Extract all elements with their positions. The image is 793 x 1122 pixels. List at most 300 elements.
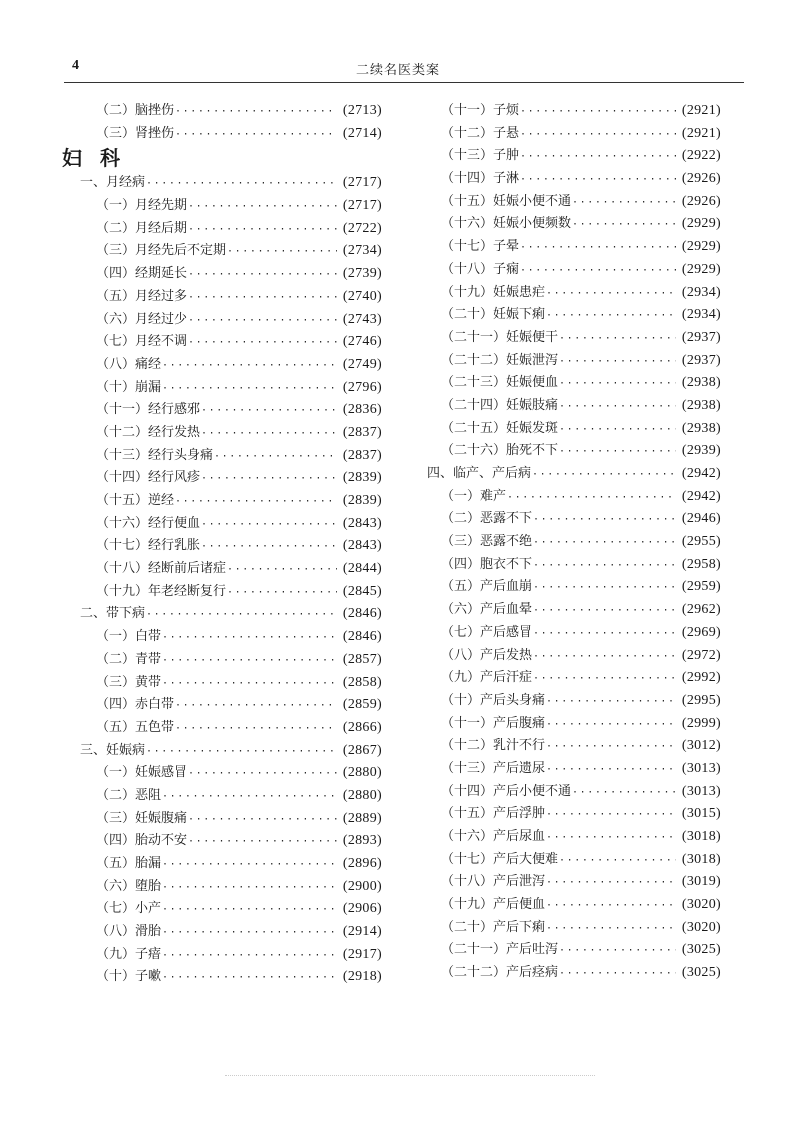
toc-entry[interactable] bbox=[425, 395, 721, 418]
toc-entry-label: （二十二）妊娠泄泻 bbox=[441, 352, 559, 368]
toc-entry[interactable] bbox=[66, 195, 382, 218]
dot-leader bbox=[162, 627, 337, 650]
toc-entry[interactable] bbox=[425, 100, 721, 123]
dot-leader bbox=[520, 237, 676, 260]
toc-entry-label: （二十）妊娠下痢 bbox=[441, 307, 546, 323]
toc-entry-page: (2962) bbox=[681, 602, 721, 618]
toc-entry-label: （二十六）胎死不下 bbox=[441, 443, 559, 459]
toc-entry[interactable] bbox=[66, 898, 382, 921]
toc-entry[interactable] bbox=[66, 331, 382, 354]
toc-entry-page: (2958) bbox=[681, 556, 721, 572]
toc-entry-page: (2880) bbox=[342, 765, 382, 781]
toc-entry-label: （一）难产 bbox=[441, 488, 507, 504]
toc-entry-page: (2918) bbox=[342, 969, 382, 985]
toc-entry-label: （二）月经后期 bbox=[96, 220, 188, 236]
toc-entry-page: (3025) bbox=[681, 942, 721, 958]
toc-entry-page: (2995) bbox=[681, 692, 721, 708]
dot-leader bbox=[175, 101, 337, 124]
toc-entry-page: (2959) bbox=[681, 579, 721, 595]
toc-entry-label: （十五）产后浮肿 bbox=[441, 806, 546, 822]
dot-leader bbox=[188, 287, 337, 310]
toc-entry[interactable] bbox=[425, 758, 721, 781]
toc-entry-label: （二十四）妊娠肢痛 bbox=[441, 397, 559, 413]
toc-entry-label: （二）恶露不下 bbox=[441, 511, 533, 527]
toc-entry-page: (3013) bbox=[681, 783, 721, 799]
header-rule bbox=[64, 82, 744, 83]
toc-entry-page: (2934) bbox=[681, 284, 721, 300]
toc-entry[interactable] bbox=[425, 826, 721, 849]
toc-entry-page: (2746) bbox=[342, 334, 382, 350]
toc-entry-page: (3020) bbox=[681, 897, 721, 913]
toc-entry-label: （十一）产后腹痛 bbox=[441, 715, 546, 731]
toc-entry[interactable] bbox=[425, 259, 721, 282]
toc-entry-page: (2942) bbox=[681, 466, 721, 481]
toc-entry-page: (2845) bbox=[342, 583, 382, 599]
toc-entry-label: （三）恶露不绝 bbox=[441, 534, 533, 550]
dot-leader bbox=[175, 491, 337, 514]
toc-entry-label: （二十一）妊娠便干 bbox=[441, 329, 559, 345]
toc-entry-page: (2749) bbox=[342, 356, 382, 372]
toc-entry[interactable] bbox=[425, 463, 721, 486]
toc-entry-page: (2880) bbox=[342, 787, 382, 803]
toc-entry[interactable] bbox=[425, 803, 721, 826]
toc-entry-page: (2929) bbox=[681, 216, 721, 232]
dot-leader bbox=[546, 918, 676, 941]
toc-entry[interactable] bbox=[66, 490, 382, 513]
toc-entry[interactable] bbox=[66, 240, 382, 263]
toc-entry[interactable] bbox=[425, 418, 721, 441]
toc-entry-label: （十）子嗽 bbox=[96, 969, 162, 985]
dot-leader bbox=[559, 419, 676, 442]
toc-entry[interactable] bbox=[425, 667, 721, 690]
dot-leader bbox=[201, 536, 337, 559]
toc-entry-page: (2859) bbox=[342, 697, 382, 713]
toc-entry[interactable] bbox=[425, 236, 721, 259]
toc-entry-page: (2866) bbox=[342, 719, 382, 735]
toc-entry[interactable] bbox=[425, 282, 721, 305]
toc-entry-label: （十四）子淋 bbox=[441, 171, 520, 187]
toc-entry-page: (2938) bbox=[681, 375, 721, 391]
toc-entry-label: （十）产后头身痛 bbox=[441, 692, 546, 708]
toc-entry-label: （二十一）产后吐泻 bbox=[441, 942, 559, 958]
toc-entry[interactable] bbox=[66, 672, 382, 695]
toc-entry-label: （十九）妊娠患疟 bbox=[441, 284, 546, 300]
toc-entry-label: （九）产后汗症 bbox=[441, 670, 533, 686]
toc-entry[interactable] bbox=[425, 599, 721, 622]
dot-leader bbox=[533, 532, 676, 555]
toc-entry-label: （十一）经行感邪 bbox=[96, 402, 201, 418]
dot-leader bbox=[188, 763, 337, 786]
toc-entry-page: (2839) bbox=[342, 493, 382, 508]
toc-entry[interactable] bbox=[66, 286, 382, 309]
toc-entry[interactable] bbox=[425, 894, 721, 917]
toc-entry[interactable] bbox=[66, 694, 382, 717]
toc-entry[interactable] bbox=[425, 508, 721, 531]
toc-entry[interactable] bbox=[66, 808, 382, 831]
toc-entry-page: (2929) bbox=[681, 261, 721, 277]
dot-leader bbox=[201, 400, 337, 423]
toc-entry-label: （十五）妊娠小便不通 bbox=[441, 193, 572, 209]
toc-entry[interactable] bbox=[425, 622, 721, 645]
toc-entry-label: （十八）子痫 bbox=[441, 261, 520, 277]
toc-entry[interactable] bbox=[66, 100, 382, 123]
dot-leader bbox=[533, 555, 676, 578]
toc-entry-label: （十六）产后尿血 bbox=[441, 829, 546, 844]
toc-entry-label: （十四）经行风疹 bbox=[96, 470, 201, 486]
dot-leader bbox=[162, 899, 337, 922]
dot-leader bbox=[559, 963, 676, 986]
dot-leader bbox=[546, 827, 676, 850]
toc-entry-label: （十八）产后泄泻 bbox=[441, 874, 546, 890]
toc-entry-page: (3013) bbox=[681, 760, 721, 776]
dot-leader bbox=[162, 945, 337, 968]
toc-entry-label: （六）产后血晕 bbox=[441, 602, 533, 618]
dot-leader bbox=[175, 718, 337, 741]
dot-leader bbox=[507, 487, 676, 510]
toc-entry-page: (2839) bbox=[342, 470, 382, 486]
dot-leader bbox=[559, 850, 676, 873]
dot-leader bbox=[175, 695, 337, 718]
toc-entry[interactable] bbox=[66, 399, 382, 422]
toc-entry-label: 四、临产、产后病 bbox=[427, 466, 532, 481]
toc-entry-page: (2740) bbox=[342, 288, 382, 304]
toc-entry-page: (2969) bbox=[681, 624, 721, 640]
toc-entry-page: (2844) bbox=[342, 561, 382, 577]
scan-artifact-line bbox=[225, 1075, 595, 1078]
toc-entry-label: （十六）妊娠小便频数 bbox=[441, 216, 572, 232]
toc-entry-page: (2837) bbox=[342, 447, 382, 463]
dot-leader bbox=[559, 351, 676, 374]
dot-leader bbox=[533, 623, 676, 646]
dot-leader bbox=[201, 468, 337, 491]
dot-leader bbox=[188, 196, 337, 219]
toc-entry-label: （八）滑胎 bbox=[96, 924, 162, 940]
toc-entry[interactable] bbox=[66, 263, 382, 286]
toc-entry-page: (2900) bbox=[342, 878, 382, 894]
toc-right-column bbox=[425, 100, 721, 985]
toc-entry[interactable] bbox=[425, 123, 721, 146]
toc-entry-page: (2937) bbox=[681, 352, 721, 368]
toc-entry-page: (2867) bbox=[342, 742, 382, 758]
dot-leader bbox=[546, 283, 676, 306]
toc-entry-label: （五）五色带 bbox=[96, 719, 175, 735]
dot-leader bbox=[188, 332, 337, 355]
toc-entry[interactable] bbox=[425, 145, 721, 168]
toc-entry[interactable] bbox=[425, 849, 721, 872]
toc-entry[interactable] bbox=[66, 717, 382, 740]
dot-leader bbox=[162, 877, 337, 900]
toc-entry-label: （四）胞衣不下 bbox=[441, 556, 533, 572]
dot-leader bbox=[546, 759, 676, 782]
toc-entry[interactable] bbox=[66, 603, 382, 626]
toc-entry[interactable] bbox=[66, 218, 382, 241]
toc-entry-label: （十二）经行发热 bbox=[96, 424, 201, 440]
toc-entry-label: （五）月经过多 bbox=[96, 288, 188, 304]
toc-entry-page: (2858) bbox=[342, 674, 382, 690]
toc-entry-page: (2714) bbox=[342, 125, 382, 141]
dot-leader bbox=[532, 464, 676, 487]
toc-entry[interactable] bbox=[425, 531, 721, 554]
dot-leader bbox=[559, 396, 676, 419]
toc-entry-label: （三）妊娠腹痛 bbox=[96, 810, 188, 826]
toc-entry[interactable] bbox=[66, 853, 382, 876]
toc-entry[interactable] bbox=[66, 123, 382, 146]
toc-entry-label: （十）崩漏 bbox=[96, 379, 162, 395]
toc-entry-label: （四）经期延长 bbox=[96, 266, 188, 282]
toc-entry-label: （四）胎动不安 bbox=[96, 833, 188, 849]
toc-entry-page: (2942) bbox=[681, 488, 721, 504]
dot-leader bbox=[572, 192, 676, 215]
toc-entry-label: （十三）产后遗尿 bbox=[441, 760, 546, 776]
toc-entry-label: （十三）子肿 bbox=[441, 148, 520, 164]
toc-entry-page: (2713) bbox=[342, 103, 382, 118]
toc-entry[interactable] bbox=[66, 762, 382, 785]
running-title: 二续名医类案 bbox=[355, 63, 440, 78]
toc-entry[interactable] bbox=[425, 440, 721, 463]
toc-entry-label: （五）产后血崩 bbox=[441, 579, 533, 595]
toc-entry[interactable] bbox=[66, 876, 382, 899]
toc-entry-label: （六）堕胎 bbox=[96, 878, 162, 894]
dot-leader bbox=[162, 854, 337, 877]
toc-entry-label: （十九）年老经断复行 bbox=[96, 583, 227, 599]
toc-entry[interactable] bbox=[66, 467, 382, 490]
toc-entry[interactable] bbox=[66, 535, 382, 558]
dot-leader bbox=[533, 668, 676, 691]
toc-entry-page: (2796) bbox=[342, 379, 382, 395]
toc-entry-label: （十九）产后便血 bbox=[441, 897, 546, 913]
toc-entry[interactable] bbox=[425, 871, 721, 894]
toc-entry-page: (2846) bbox=[342, 606, 382, 622]
dot-leader bbox=[162, 673, 337, 696]
dot-leader bbox=[201, 514, 337, 537]
toc-entry-page: (2893) bbox=[342, 833, 382, 849]
toc-entry-label: （十七）经行乳胀 bbox=[96, 538, 201, 554]
page-number: 4 bbox=[72, 58, 79, 73]
dot-leader bbox=[227, 241, 337, 264]
toc-entry-page: (2906) bbox=[342, 901, 382, 917]
toc-entry-label: （七）月经不调 bbox=[96, 334, 188, 350]
toc-entry[interactable] bbox=[66, 966, 382, 989]
toc-entry[interactable] bbox=[425, 576, 721, 599]
toc-entry[interactable] bbox=[66, 581, 382, 604]
toc-entry-page: (2857) bbox=[342, 651, 382, 667]
toc-entry[interactable] bbox=[425, 645, 721, 668]
toc-entry-label: （八）痛经 bbox=[96, 356, 162, 372]
toc-entry-label: （九）子瘖 bbox=[96, 946, 162, 962]
dot-leader bbox=[162, 378, 337, 401]
toc-entry-label: （一）白带 bbox=[96, 629, 162, 645]
toc-entry-page: (2917) bbox=[342, 946, 382, 962]
toc-entry-page: (2921) bbox=[681, 103, 721, 118]
toc-entry-label: 二、带下病 bbox=[80, 606, 146, 622]
toc-entry[interactable] bbox=[425, 486, 721, 509]
dot-leader bbox=[559, 441, 676, 464]
toc-entry-label: （二十三）妊娠便血 bbox=[441, 375, 559, 391]
toc-entry-label: （十二）子悬 bbox=[441, 125, 520, 141]
dot-leader bbox=[572, 782, 676, 805]
toc-entry[interactable] bbox=[425, 372, 721, 395]
toc-entry-page: (2843) bbox=[342, 515, 382, 531]
toc-entry-page: (2889) bbox=[342, 810, 382, 826]
dot-leader bbox=[546, 305, 676, 328]
toc-left-column bbox=[62, 100, 382, 989]
dot-leader bbox=[188, 310, 337, 333]
toc-entry-page: (3019) bbox=[681, 874, 721, 890]
toc-entry-page: (2717) bbox=[342, 175, 382, 191]
toc-entry-page: (2896) bbox=[342, 856, 382, 871]
toc-entry-page: (2929) bbox=[681, 239, 721, 255]
toc-entry-label: （十四）产后小便不通 bbox=[441, 783, 572, 799]
toc-entry-label: （十二）乳汁不行 bbox=[441, 738, 546, 754]
toc-entry-page: (2938) bbox=[681, 397, 721, 413]
toc-entry[interactable] bbox=[66, 309, 382, 332]
toc-entry-label: （十七）子晕 bbox=[441, 239, 520, 255]
toc-entry-page: (2846) bbox=[342, 629, 382, 645]
dot-leader bbox=[546, 736, 676, 759]
dot-leader bbox=[162, 355, 337, 378]
toc-entry-label: （二）青带 bbox=[96, 651, 162, 667]
dot-leader bbox=[546, 872, 676, 895]
toc-entry-page: (2934) bbox=[681, 307, 721, 323]
toc-entry-page: (2837) bbox=[342, 424, 382, 440]
toc-entry-label: （十一）子烦 bbox=[441, 103, 520, 118]
toc-entry-label: （七）小产 bbox=[96, 901, 162, 917]
section-heading: 妇科 bbox=[62, 146, 138, 171]
dot-leader bbox=[201, 423, 337, 446]
toc-entry[interactable] bbox=[425, 939, 721, 962]
toc-entry-label: （二十五）妊娠发斑 bbox=[441, 420, 559, 436]
toc-entry-page: (3018) bbox=[681, 851, 721, 867]
toc-entry-label: （四）赤白带 bbox=[96, 697, 175, 713]
dot-leader bbox=[146, 741, 337, 764]
toc-entry-page: (2937) bbox=[681, 329, 721, 345]
toc-entry-page: (2992) bbox=[681, 670, 721, 686]
toc-entry-label: 一、月经病 bbox=[80, 175, 146, 191]
toc-entry-page: (2922) bbox=[681, 148, 721, 164]
toc-entry-page: (2843) bbox=[342, 538, 382, 554]
toc-entry-label: （一）妊娠感冒 bbox=[96, 765, 188, 781]
dot-leader bbox=[162, 922, 337, 945]
dot-leader bbox=[146, 173, 337, 196]
dot-leader bbox=[559, 940, 676, 963]
toc-entry-page: (2717) bbox=[342, 198, 382, 214]
toc-entry-page: (2946) bbox=[681, 511, 721, 527]
dot-leader bbox=[533, 600, 676, 623]
toc-entry[interactable] bbox=[66, 785, 382, 808]
toc-entry[interactable] bbox=[66, 172, 382, 195]
toc-entry-label: （三）黄带 bbox=[96, 674, 162, 690]
toc-entry-page: (2972) bbox=[681, 647, 721, 663]
toc-entry-label: （十六）经行便血 bbox=[96, 515, 201, 531]
toc-entry[interactable] bbox=[425, 690, 721, 713]
toc-entry[interactable] bbox=[425, 304, 721, 327]
dot-leader bbox=[546, 714, 676, 737]
toc-entry[interactable] bbox=[66, 626, 382, 649]
toc-entry-label: （二十二）产后痉病 bbox=[441, 965, 559, 981]
dot-leader bbox=[546, 895, 676, 918]
dot-leader bbox=[175, 124, 337, 147]
toc-group-before-heading bbox=[66, 100, 382, 145]
toc-entry-label: （三）肾挫伤 bbox=[96, 125, 175, 141]
toc-group-after-heading bbox=[66, 172, 382, 989]
dot-leader bbox=[162, 967, 337, 990]
toc-entry-page: (2939) bbox=[681, 443, 721, 459]
dot-leader bbox=[533, 577, 676, 600]
dot-leader bbox=[227, 559, 337, 582]
toc-entry-page: (2999) bbox=[681, 715, 721, 731]
toc-entry[interactable] bbox=[66, 944, 382, 967]
dot-leader bbox=[227, 582, 337, 605]
toc-entry-label: （十三）经行头身痛 bbox=[96, 447, 214, 463]
toc-entry[interactable] bbox=[425, 168, 721, 191]
toc-entry[interactable] bbox=[425, 213, 721, 236]
dot-leader bbox=[214, 446, 337, 469]
toc-entry[interactable] bbox=[66, 921, 382, 944]
toc-entry-label: （二）脑挫伤 bbox=[96, 103, 175, 118]
dot-leader bbox=[162, 650, 337, 673]
toc-entry-label: （八）产后发热 bbox=[441, 647, 533, 663]
toc-entry-label: 三、妊娠病 bbox=[80, 742, 146, 758]
toc-entry-page: (2926) bbox=[681, 193, 721, 209]
dot-leader bbox=[559, 328, 676, 351]
toc-entry-label: （二十）产后下痢 bbox=[441, 919, 546, 935]
toc-entry[interactable] bbox=[66, 558, 382, 581]
toc-entry[interactable] bbox=[425, 917, 721, 940]
toc-entry[interactable] bbox=[425, 781, 721, 804]
toc-entry-label: （十五）逆经 bbox=[96, 493, 175, 508]
toc-entry[interactable] bbox=[66, 354, 382, 377]
toc-entry-page: (2743) bbox=[342, 311, 382, 327]
toc-entry-page: (2734) bbox=[342, 243, 382, 259]
dot-leader bbox=[572, 214, 676, 237]
toc-entry[interactable] bbox=[66, 740, 382, 763]
dot-leader bbox=[533, 509, 676, 532]
dot-leader bbox=[533, 646, 676, 669]
dot-leader bbox=[188, 809, 337, 832]
dot-leader bbox=[520, 101, 676, 124]
toc-entry-label: （十七）产后大便难 bbox=[441, 851, 559, 867]
toc-entry[interactable] bbox=[425, 191, 721, 214]
dot-leader bbox=[520, 146, 676, 169]
page-header bbox=[64, 58, 732, 80]
dot-leader bbox=[520, 169, 676, 192]
toc-entry[interactable] bbox=[425, 962, 721, 985]
toc-entry-label: （五）胎漏 bbox=[96, 856, 162, 871]
toc-entry-label: （二）恶阻 bbox=[96, 787, 162, 803]
toc-entry[interactable] bbox=[425, 735, 721, 758]
toc-entry[interactable] bbox=[425, 327, 721, 350]
toc-entry-page: (2938) bbox=[681, 420, 721, 436]
toc-entry[interactable] bbox=[66, 377, 382, 400]
toc-entry-label: （三）月经先后不定期 bbox=[96, 243, 227, 259]
toc-entry-page: (2914) bbox=[342, 924, 382, 940]
toc-entry[interactable] bbox=[66, 422, 382, 445]
toc-entry[interactable] bbox=[425, 350, 721, 373]
toc-entry[interactable] bbox=[425, 713, 721, 736]
toc-entry[interactable] bbox=[425, 554, 721, 577]
toc-entry-label: （十八）经断前后诸症 bbox=[96, 561, 227, 577]
dot-leader bbox=[520, 124, 676, 147]
toc-entry-page: (3020) bbox=[681, 919, 721, 935]
toc-entry-page: (2955) bbox=[681, 534, 721, 550]
toc-entry-page: (3015) bbox=[681, 806, 721, 822]
toc-entry-page: (3012) bbox=[681, 738, 721, 754]
toc-entry[interactable] bbox=[66, 445, 382, 468]
dot-leader bbox=[546, 804, 676, 827]
toc-entry[interactable] bbox=[66, 830, 382, 853]
toc-entry[interactable] bbox=[66, 649, 382, 672]
toc-entry[interactable] bbox=[66, 513, 382, 536]
